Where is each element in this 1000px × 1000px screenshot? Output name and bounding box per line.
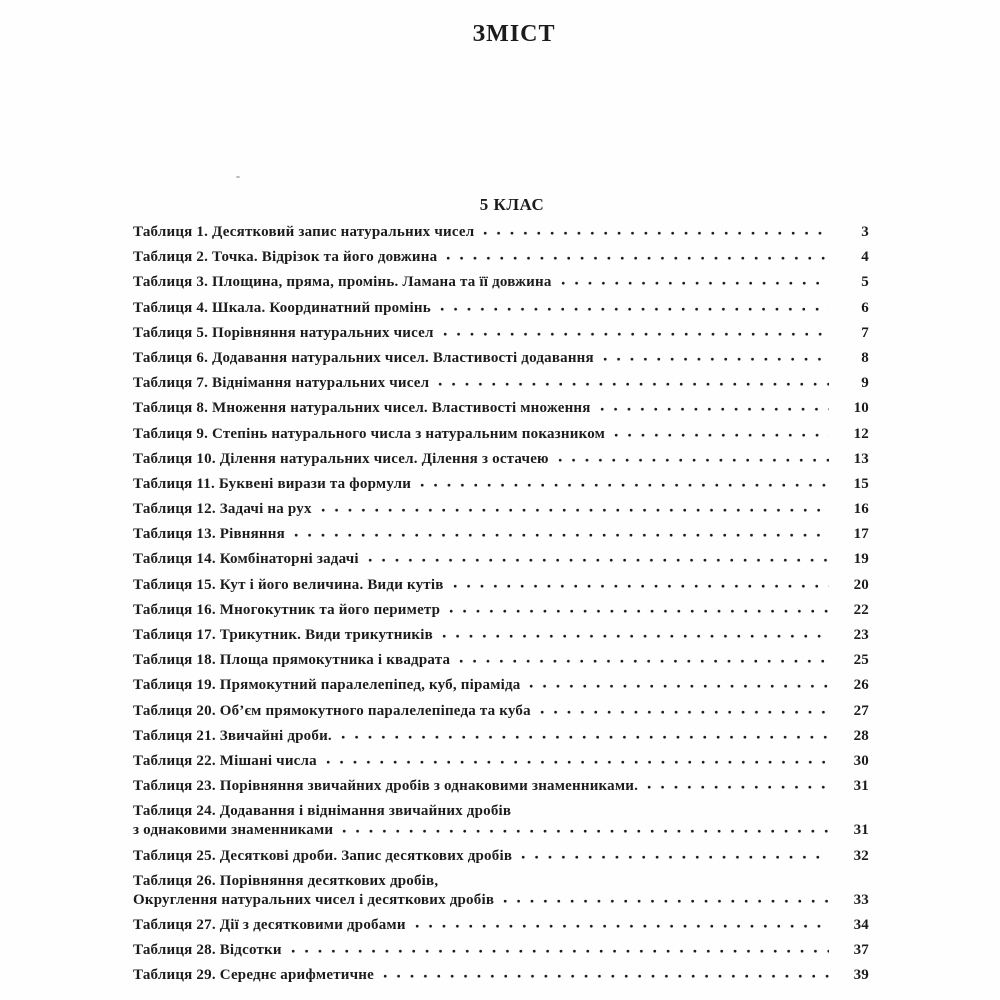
- toc-entry-page: 39: [853, 967, 869, 984]
- toc-entry-label-line1: Таблиця 26. Порівняння десяткових дробів,: [133, 872, 439, 889]
- toc-entry-label: Таблиця 18. Площа прямокутника і квадрата: [133, 652, 451, 669]
- toc-entry-label: Таблиця 22. Мішані числа: [133, 752, 317, 769]
- toc-entry-page: 19: [853, 551, 869, 568]
- toc-entry-label: Таблиця 15. Кут і його величина. Види кутів: [133, 576, 444, 593]
- toc-entry-page: 13: [853, 450, 869, 467]
- toc-entry-label: Таблиця 19. Прямокутний паралелепіпед, куб, піраміда: [133, 677, 521, 694]
- toc-entry-label: Таблиця 20. Об’єм прямокутного паралелепіпеда та куба: [133, 702, 531, 719]
- dot-leader: [449, 609, 829, 614]
- toc-entry-page: 30: [853, 752, 869, 769]
- dot-leader: [446, 256, 829, 261]
- toc-entry-label: Таблиця 4. Шкала. Координатний промінь: [133, 299, 431, 316]
- toc-entry-label: Таблиця 5. Порівняння натуральних чисел: [133, 324, 434, 341]
- toc-entry-page: 7: [861, 324, 869, 341]
- toc-entry-label: Таблиця 29. Середнє арифметичне: [133, 967, 374, 984]
- toc-entry: [133, 727, 869, 746]
- toc-entry-page: 26: [853, 677, 869, 694]
- toc-entry-page: 23: [853, 627, 869, 643]
- dot-leader: [326, 760, 829, 765]
- toc-entry: [133, 847, 869, 866]
- toc-entry-page: 27: [853, 702, 869, 719]
- toc-entry: [133, 349, 869, 368]
- dot-leader: [294, 533, 829, 538]
- toc-entry-label: Таблиця 3. Площина, пряма, промінь. Ламана та її довжина: [133, 274, 552, 291]
- dot-leader: [341, 735, 829, 740]
- toc-entry-page: 34: [853, 916, 869, 933]
- toc-entry-page: 37: [853, 942, 869, 959]
- toc-entry: [133, 273, 869, 292]
- toc-entry: [133, 966, 869, 985]
- toc-entry: [133, 324, 869, 343]
- toc-entry-label: Таблиця 27. Дії з десятковими дробами: [133, 916, 406, 933]
- toc-entry-label: Таблиця 12. Задачі на рух: [133, 501, 312, 518]
- toc-entry-page: 17: [853, 526, 869, 543]
- dot-leader: [368, 558, 829, 563]
- dot-leader: [415, 924, 829, 929]
- dot-leader: [443, 332, 829, 337]
- dot-leader: [438, 382, 829, 387]
- toc-entry-page: 15: [853, 475, 869, 492]
- toc-entry: [133, 777, 869, 796]
- toc-entry: [133, 802, 869, 840]
- dot-leader: [383, 974, 829, 979]
- toc-entry: [133, 248, 869, 267]
- toc-entry: [133, 601, 869, 620]
- toc-entry-label: Таблиця 2. Точка. Відрізок та його довжина: [133, 249, 438, 266]
- toc-entry: [133, 576, 869, 595]
- dot-leader: [483, 231, 829, 236]
- toc-entry: [133, 299, 869, 318]
- dot-leader: [561, 281, 829, 286]
- toc-entry: [133, 872, 869, 910]
- toc-entry-label: Таблиця 16. Многокутник та його периметр: [133, 601, 441, 618]
- toc-entry-page: 32: [853, 847, 869, 864]
- page-title: ЗМІСТ: [472, 21, 556, 48]
- dot-leader: [558, 458, 829, 463]
- toc-entry-label: Таблиця 6. Додавання натуральних чисел. Властивості додавання: [133, 349, 594, 366]
- dot-leader: [342, 829, 829, 834]
- dot-leader: [603, 357, 829, 362]
- toc-entry-label: Таблиця 7. Віднімання натуральних чисел: [133, 375, 430, 392]
- dot-leader: [420, 483, 829, 488]
- toc-entry: [133, 752, 869, 771]
- toc-entry-label: Таблиця 17. Трикутник. Види трикутників: [133, 627, 433, 643]
- toc-entry-page: 6: [861, 299, 869, 316]
- toc-entry-label: Округлення натуральних чисел і десяткових дробів: [133, 891, 495, 908]
- toc-entry-page: 33: [853, 891, 869, 908]
- dot-leader: [614, 433, 829, 438]
- toc-entry-page: 12: [853, 425, 869, 442]
- dot-leader: [529, 684, 829, 689]
- toc-entry-page: 4: [861, 249, 869, 266]
- scan-speck: [236, 176, 240, 178]
- toc-entry-page: 16: [853, 501, 869, 518]
- dot-leader: [440, 307, 829, 312]
- toc-entry: [133, 450, 869, 469]
- toc-entry: [133, 916, 869, 935]
- toc-entry-label: Таблиця 21. Звичайні дроби.: [133, 727, 332, 744]
- toc-entry-label: Таблиця 10. Ділення натуральних чисел. Ділення з остачею: [133, 450, 549, 467]
- toc-entry-page: 3: [861, 224, 869, 240]
- toc-entry: [133, 399, 869, 418]
- dot-leader: [647, 785, 829, 790]
- table-of-contents: [133, 223, 869, 991]
- toc-entry-label: Таблиця 11. Буквені вирази та формули: [133, 475, 412, 492]
- dot-leader: [291, 949, 829, 954]
- dot-leader: [503, 899, 829, 904]
- toc-entry: [133, 525, 869, 544]
- toc-entry: [133, 425, 869, 444]
- toc-entry: [133, 223, 869, 242]
- dot-leader: [442, 634, 829, 639]
- toc-entry-label: з однаковими знаменниками: [133, 822, 334, 839]
- toc-entry-page: 5: [861, 274, 869, 291]
- toc-entry-label: Таблиця 14. Комбінаторні задачі: [133, 551, 359, 568]
- toc-entry: [133, 702, 869, 721]
- toc-entry-page: 20: [853, 576, 869, 593]
- toc-entry-label: Таблиця 13. Рівняння: [133, 526, 285, 543]
- dot-leader: [540, 710, 829, 715]
- dot-leader: [321, 508, 829, 513]
- toc-entry-page: 31: [853, 822, 869, 839]
- toc-entry-page: 8: [861, 349, 869, 366]
- dot-leader: [521, 855, 829, 860]
- toc-entry: [133, 626, 869, 645]
- toc-entry-page: 31: [853, 778, 869, 795]
- toc-entry-label: Таблиця 28. Відсотки: [133, 942, 282, 959]
- toc-entry-page: 10: [853, 400, 869, 417]
- dot-leader: [453, 584, 829, 589]
- toc-entry: [133, 941, 869, 960]
- dot-leader: [600, 407, 829, 412]
- toc-entry: [133, 500, 869, 519]
- toc-entry: [133, 651, 869, 670]
- toc-entry-label: Таблиця 23. Порівняння звичайних дробів з однаковими знаменниками.: [133, 778, 639, 795]
- toc-entry: [133, 550, 869, 569]
- toc-entry-label: Таблиця 25. Десяткові дроби. Запис десяткових дробів: [133, 847, 513, 864]
- dot-leader: [459, 659, 829, 664]
- toc-entry-label: Таблиця 1. Десятковий запис натуральних чисел: [133, 224, 475, 240]
- toc-entry: [133, 374, 869, 393]
- toc-entry-page: 28: [853, 727, 869, 744]
- toc-entry-page: 25: [853, 652, 869, 669]
- section-title: 5 КЛАС: [479, 195, 545, 215]
- toc-entry-label: Таблиця 8. Множення натуральних чисел. Властивості множення: [133, 400, 591, 417]
- toc-entry-label-line1: Таблиця 24. Додавання і віднімання звичайних дробів: [133, 803, 512, 820]
- toc-entry-page: 9: [861, 375, 869, 392]
- toc-entry-label: Таблиця 9. Степінь натурального числа з натуральним показником: [133, 425, 606, 442]
- toc-entry-page: 22: [853, 601, 869, 618]
- toc-entry: [133, 475, 869, 494]
- toc-entry: [133, 676, 869, 695]
